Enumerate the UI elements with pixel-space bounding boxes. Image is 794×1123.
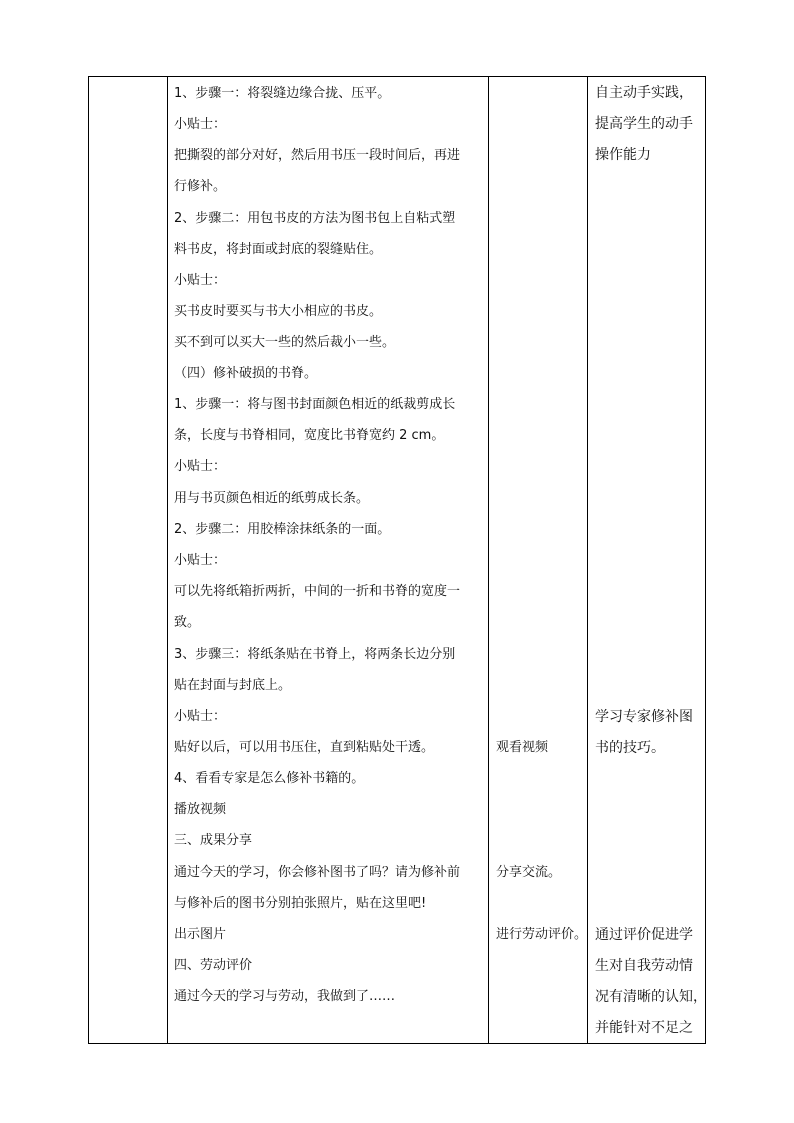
column-divider-1 (167, 77, 168, 1043)
content-line: 小贴士： (174, 273, 227, 288)
content-line: 四、劳动评价 (174, 958, 253, 973)
student-activity-watch-video: 观看视频 (496, 740, 549, 755)
intent-line: 学习专家修补图 (595, 709, 693, 725)
content-line: 贴好以后，可以用书压住，直到粘贴处干透。 (174, 740, 435, 755)
content-line: 条，长度与书脊相同，宽度比书脊宽约 2 cm。 (174, 428, 445, 443)
lesson-plan-table (88, 76, 706, 1044)
content-line: 1、步骤一：将裂缝边缘合拢、压平。 (174, 86, 391, 101)
content-line: （四）修补破损的书脊。 (174, 366, 318, 381)
intent-line: 并能针对不足之 (595, 1020, 693, 1036)
content-line: 2、步骤二：用胶棒涂抹纸条的一面。 (174, 522, 391, 537)
content-line: 行修补。 (174, 179, 227, 194)
content-line: 买不到可以买大一些的然后裁小一些。 (174, 335, 396, 350)
content-line: 通过今天的学习，你会修补图书了吗？请为修补前 (174, 865, 461, 880)
column-divider-2 (488, 77, 489, 1043)
column-divider-3 (587, 77, 588, 1043)
content-line: 小贴士： (174, 459, 227, 474)
content-line: 料书皮，将封面或封底的裂缝贴住。 (174, 242, 383, 257)
student-activity-evaluate: 进行劳动评价。 (496, 927, 588, 942)
intent-line: 通过评价促进学 (595, 927, 693, 943)
content-line: 用与书页颜色相近的纸剪成长条。 (174, 491, 370, 506)
content-line: 4、看看专家是怎么修补书籍的。 (174, 771, 365, 786)
content-line: 与修补后的图书分别拍张照片，贴在这里吧! (174, 896, 427, 911)
intent-line: 操作能力 (595, 147, 651, 163)
content-line: 出示图片 (174, 927, 227, 942)
content-line: 致。 (174, 615, 201, 630)
content-line: 3、步骤三：将纸条贴在书脊上，将两条长边分别 (174, 647, 456, 662)
content-line: 小贴士： (174, 553, 227, 568)
content-line: 播放视频 (174, 802, 227, 817)
content-line: 买书皮时要买与书大小相应的书皮。 (174, 304, 383, 319)
content-line: 把撕裂的部分对好，然后用书压一段时间后，再进 (174, 148, 461, 163)
content-line: 1、步骤一：将与图书封面颜色相近的纸裁剪成长 (174, 397, 456, 412)
student-activity-share: 分享交流。 (496, 865, 562, 880)
content-line: 可以先将纸箱折两折，中间的一折和书脊的宽度一 (174, 584, 461, 599)
content-line: 贴在封面与封底上。 (174, 678, 292, 693)
intent-line: 生对自我劳动情 (595, 958, 693, 974)
intent-line: 况有清晰的认知， (595, 989, 707, 1005)
content-line: 三、成果分享 (174, 833, 253, 848)
content-line: 2、步骤二：用包书皮的方法为图书包上自粘式塑 (174, 211, 456, 226)
intent-line: 书的技巧。 (595, 740, 665, 756)
content-line: 小贴士： (174, 709, 227, 724)
intent-line: 自主动手实践， (595, 85, 693, 101)
content-line: 小贴士： (174, 117, 227, 132)
content-line: 通过今天的学习与劳动，我做到了…… (174, 989, 396, 1004)
intent-line: 提高学生的动手 (595, 116, 693, 132)
